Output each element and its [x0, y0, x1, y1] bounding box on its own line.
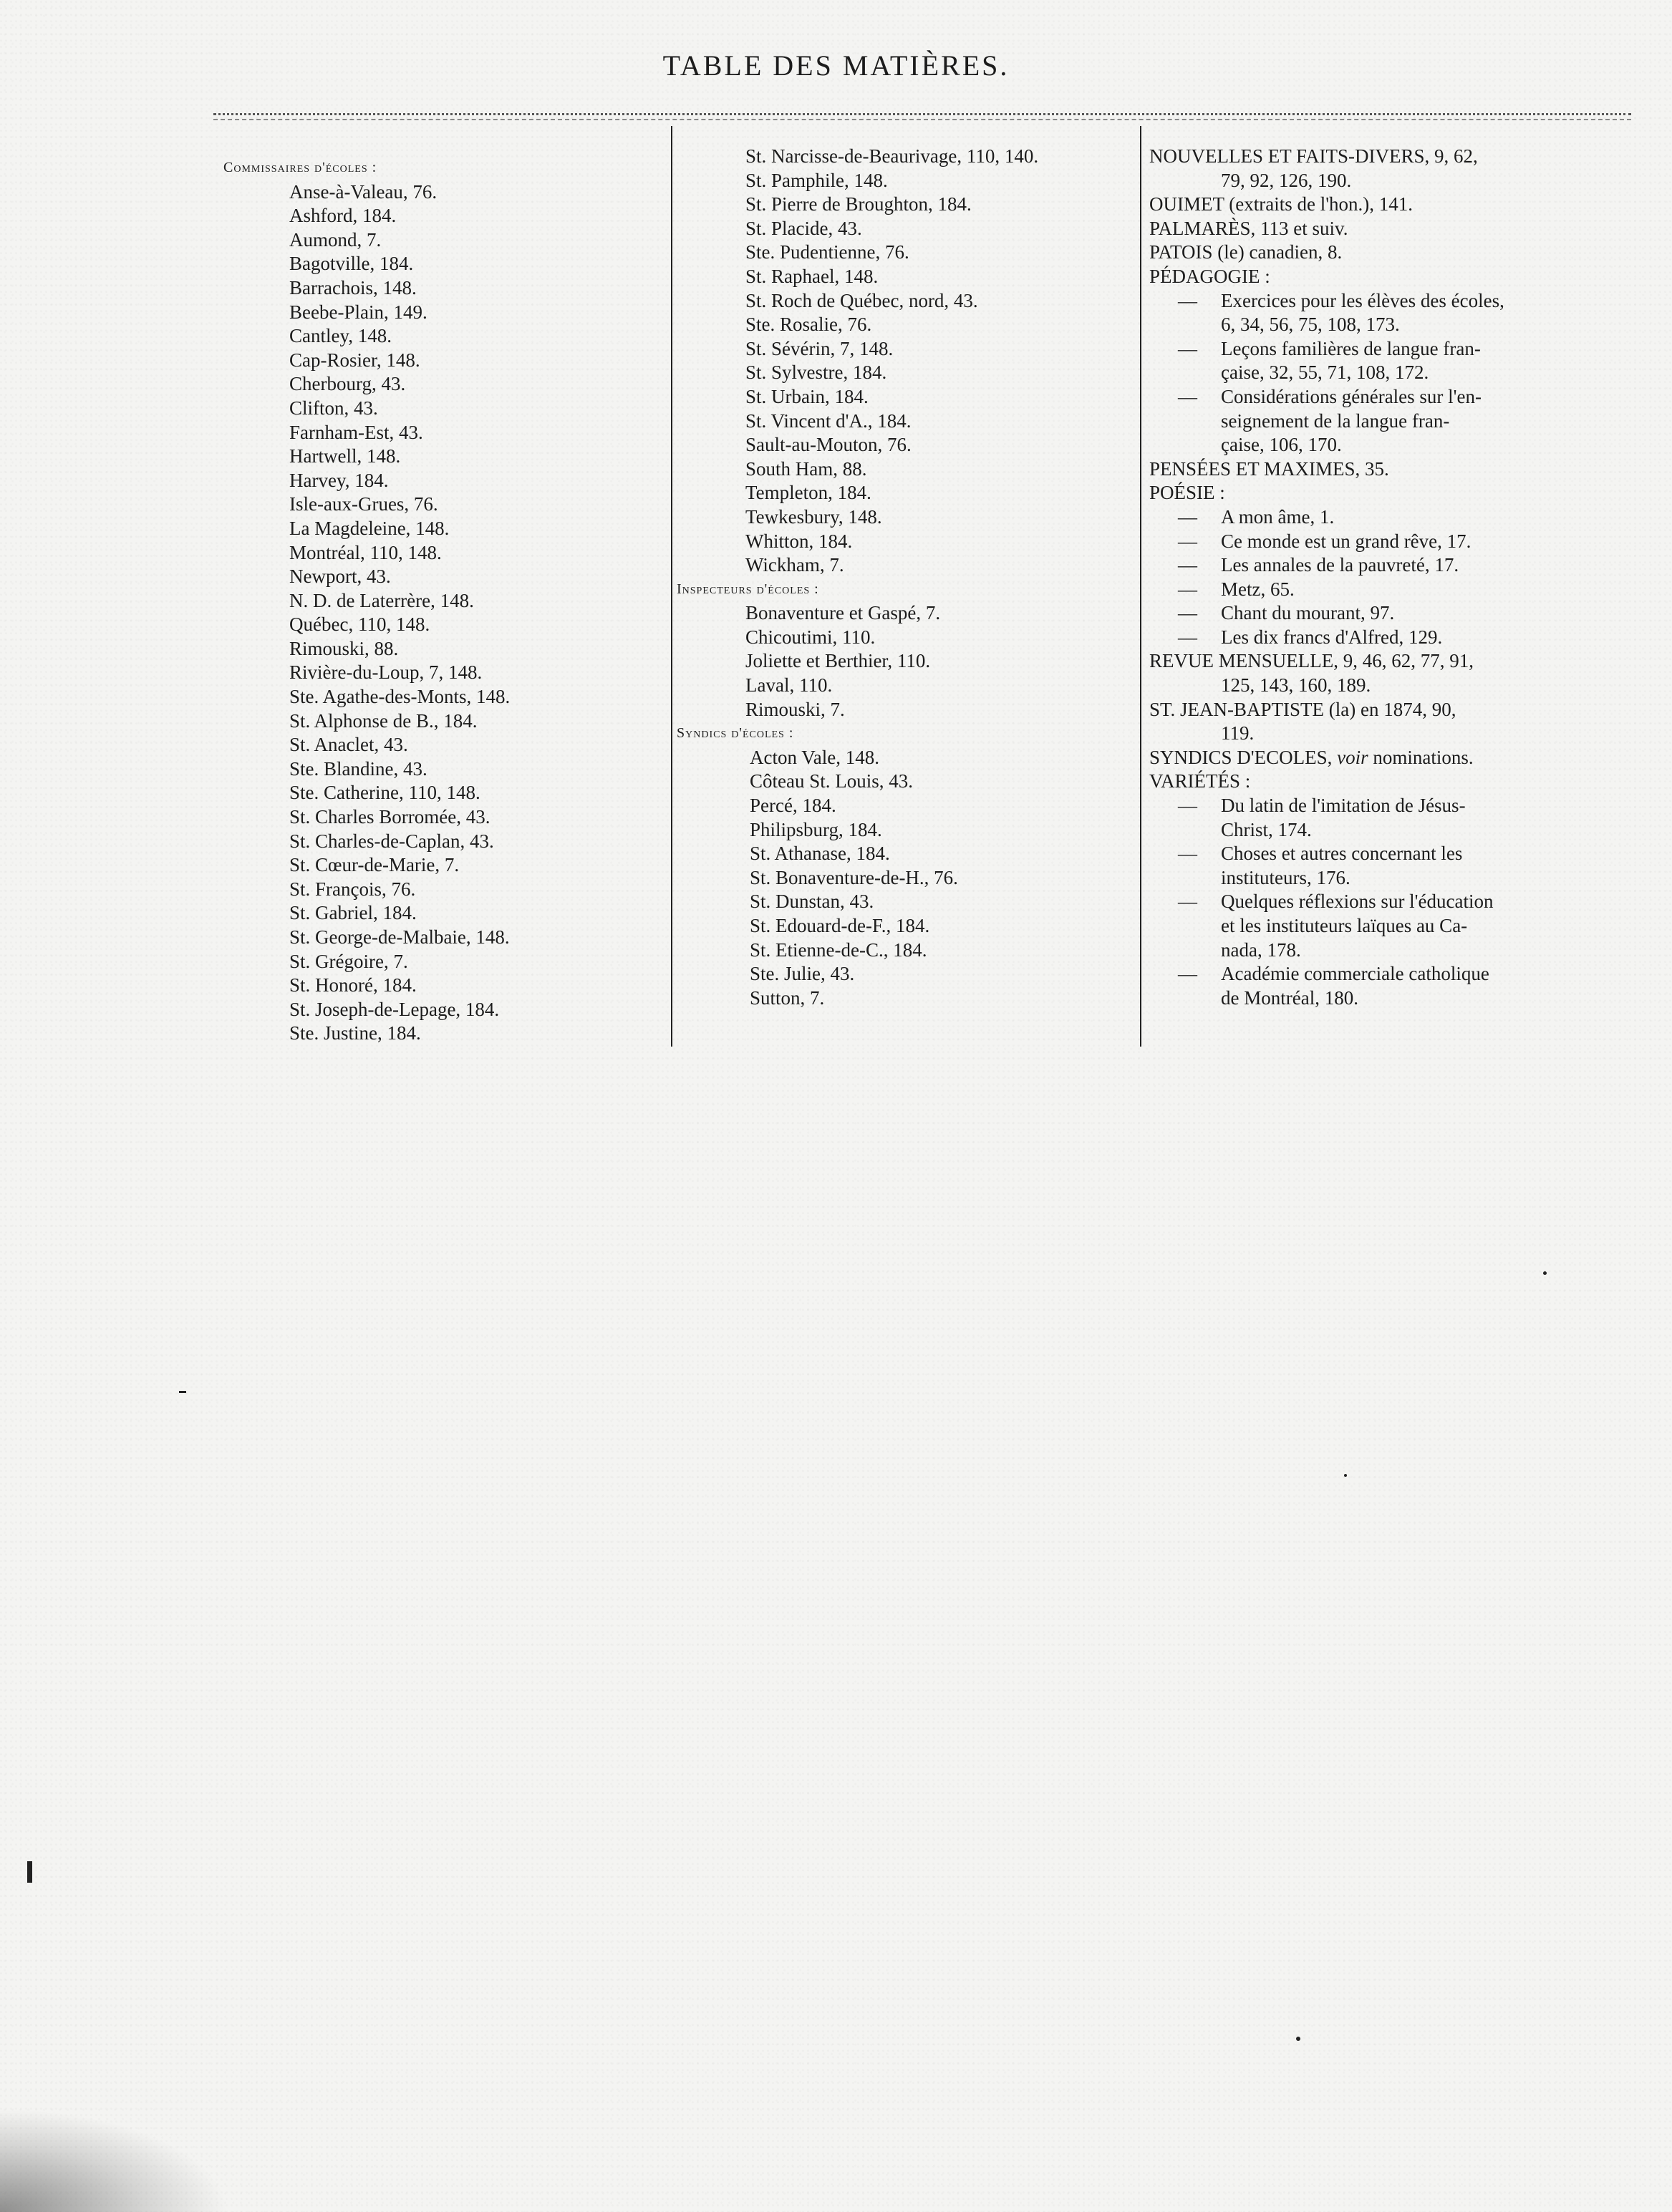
index-entry: Hartwell, 148. — [289, 445, 401, 467]
index-entry: St. François, 76. — [289, 878, 416, 900]
index-entry: OUIMET (extraits de l'hon.), 141. — [1149, 193, 1414, 215]
index-entry: PENSÉES ET MAXIMES, 35. — [1149, 457, 1389, 480]
column-divider-1 — [671, 126, 672, 1047]
index-subentry: — Du latin de l'imitation de Jésus- — [1149, 794, 1622, 818]
index-entry: VARIÉTÉS : — [1149, 770, 1251, 792]
index-entry: St. Urbain, 184. — [745, 385, 869, 407]
index-entry-continuation: 125, 143, 160, 189. — [1221, 674, 1371, 697]
dash-mark: — — [1178, 554, 1197, 576]
index-entry: St. Roch de Québec, nord, 43. — [745, 289, 978, 311]
column-divider-2 — [1140, 126, 1141, 1047]
index-entry: St. Vincent d'A., 184. — [745, 409, 912, 432]
index-entry: Laval, 110. — [745, 674, 833, 697]
index-subentry: — Leçons familières de langue fran- — [1149, 337, 1622, 362]
index-entry: Québec, 110, 148. — [289, 613, 430, 636]
index-subentry: — Les dix francs d'Alfred, 129. — [1149, 626, 1622, 650]
index-entry: Harvey, 184. — [289, 469, 389, 491]
index-entry: St. Charles-de-Caplan, 43. — [289, 830, 494, 852]
index-entry: SYNDICS D'ECOLES, voir nominations. — [1149, 746, 1474, 768]
index-entry: St. Pamphile, 148. — [745, 169, 888, 191]
scan-speck — [1344, 1474, 1347, 1477]
index-entry: Ste. Agathe-des-Monts, 148. — [289, 686, 511, 708]
index-entry: Wickham, 7. — [745, 554, 844, 576]
dash-mark: — — [1178, 505, 1197, 528]
dash-mark: — — [1178, 602, 1197, 624]
scan-speck — [1296, 2037, 1300, 2041]
entry-list — [677, 145, 1135, 578]
index-entry-continuation: seignement de la langue fran- — [1221, 409, 1450, 432]
index-entry-continuation: 119. — [1221, 722, 1255, 744]
index-entry: Rimouski, 88. — [289, 637, 399, 659]
index-entry: St. Narcisse-de-Beaurivage, 110, 140. — [745, 145, 1039, 167]
index-entry: Beebe-Plain, 149. — [289, 301, 427, 323]
index-subentry: — Ce monde est un grand rêve, 17. — [1149, 530, 1622, 554]
index-entry: St. Sylvestre, 184. — [745, 362, 887, 384]
index-entry: Aumond, 7. — [289, 228, 382, 251]
dash-mark: — — [1178, 843, 1197, 865]
index-subentry: — Exercices pour les élèves des écoles, — [1149, 289, 1622, 314]
index-entry: St. Charles Borromée, 43. — [289, 806, 491, 828]
entry-list — [677, 601, 1135, 722]
index-entry: Acton Vale, 148. — [750, 746, 879, 768]
index-entry: St. Gabriel, 184. — [289, 902, 417, 924]
index-subentry: — Les annales de la pauvreté, 17. — [1149, 553, 1622, 578]
dash-mark: — — [1178, 385, 1197, 407]
index-entry: ST. JEAN-BAPTISTE (la) en 1874, 90, — [1149, 698, 1456, 720]
dash-mark: — — [1178, 337, 1197, 359]
index-entry: Barrachois, 148. — [289, 276, 417, 299]
index-entry: Isle-aux-Grues, 76. — [289, 493, 438, 515]
index-entry: Sault-au-Mouton, 76. — [745, 434, 912, 456]
dash-mark: — — [1178, 795, 1197, 817]
index-entry-continuation: instituteurs, 176. — [1221, 866, 1350, 888]
dash-mark: — — [1178, 578, 1197, 600]
dash-mark: — — [1178, 891, 1197, 913]
index-entry: Percé, 184. — [750, 795, 836, 817]
index-entry: Templeton, 184. — [745, 482, 871, 504]
entry-list — [677, 746, 1135, 1011]
index-entry: Farnham-Est, 43. — [289, 421, 423, 443]
dash-mark: — — [1178, 289, 1197, 311]
index-entry: South Ham, 88. — [745, 457, 867, 480]
index-entry: Rimouski, 7. — [745, 698, 845, 720]
index-entry: Tewkesbury, 148. — [745, 505, 882, 528]
index-entry: St. Edouard-de-F., 184. — [750, 915, 930, 936]
index-entry: Ste. Rosalie, 76. — [745, 314, 872, 336]
index-entry-continuation: çaise, 32, 55, 71, 108, 172. — [1221, 362, 1429, 384]
index-entry: St. Honoré, 184. — [289, 974, 417, 996]
scan-speck — [179, 1391, 186, 1393]
index-entry: St. Bonaventure-de-H., 76. — [750, 866, 958, 888]
index-entry-continuation: et les instituteurs laïques au Ca- — [1221, 915, 1468, 936]
index-entry: Cap-Rosier, 148. — [289, 349, 420, 371]
index-entry: Rivière-du-Loup, 7, 148. — [289, 661, 483, 684]
index-subentry: — Choses et autres concernant les — [1149, 842, 1622, 866]
section-heading: Inspecteurs d'écoles : — [677, 581, 819, 597]
index-entry-continuation: 79, 92, 126, 190. — [1221, 169, 1352, 191]
index-entry: Philipsburg, 184. — [750, 818, 882, 840]
header-rule — [213, 113, 1631, 115]
dash-mark: — — [1178, 530, 1197, 552]
scan-speck — [27, 1861, 32, 1883]
index-entry-continuation: 6, 34, 56, 75, 108, 173. — [1221, 314, 1400, 336]
index-entry: Ste. Julie, 43. — [750, 963, 855, 985]
index-entry: St. Sévérin, 7, 148. — [745, 337, 894, 359]
index-column-1 — [223, 156, 660, 1046]
index-entry: Newport, 43. — [289, 566, 391, 588]
index-entry: N. D. de Laterrère, 148. — [289, 589, 474, 611]
index-entry: St. Placide, 43. — [745, 217, 862, 239]
index-entry: St. Joseph-de-Lepage, 184. — [289, 998, 500, 1020]
dash-mark: — — [1178, 963, 1197, 985]
index-entry: St. George-de-Malbaie, 148. — [289, 926, 510, 948]
index-entry: Ste. Catherine, 110, 148. — [289, 782, 480, 804]
index-entry: St. Athanase, 184. — [750, 843, 890, 865]
index-entry: Ste. Justine, 184. — [289, 1022, 421, 1044]
index-entry: St. Anaclet, 43. — [289, 734, 408, 756]
index-entry: Clifton, 43. — [289, 397, 378, 419]
index-entry-continuation: de Montréal, 180. — [1221, 986, 1358, 1009]
index-entry: Sutton, 7. — [750, 986, 825, 1009]
index-subentry: — A mon âme, 1. — [1149, 505, 1622, 530]
index-entry: Bonaventure et Gaspé, 7. — [745, 602, 941, 624]
index-entry: Whitton, 184. — [745, 530, 853, 552]
index-subentry: — Quelques réflexions sur l'éducation — [1149, 890, 1622, 914]
index-entry: St. Etienne-de-C., 184. — [750, 938, 927, 961]
index-entry-continuation: Christ, 174. — [1221, 818, 1312, 840]
index-entry: St. Dunstan, 43. — [750, 891, 874, 913]
index-column-2 — [677, 145, 1135, 1010]
scan-speck — [1543, 1271, 1547, 1275]
index-entry: St. Alphonse de B., 184. — [289, 709, 478, 732]
index-entry: St. Grégoire, 7. — [289, 950, 408, 972]
index-entry: St. Pierre de Broughton, 184. — [745, 193, 972, 215]
index-entry: PALMARÈS, 113 et suiv. — [1149, 217, 1348, 239]
index-entry: Ste. Blandine, 43. — [289, 757, 427, 780]
index-entry: PATOIS (le) canadien, 8. — [1149, 241, 1343, 263]
index-entry-continuation: çaise, 106, 170. — [1221, 434, 1342, 456]
index-subentry: — Académie commerciale catholique — [1149, 962, 1622, 986]
index-entry: St. Raphael, 148. — [745, 265, 879, 287]
index-entry: Côteau St. Louis, 43. — [750, 770, 913, 792]
index-entry: Ste. Pudentienne, 76. — [745, 241, 909, 263]
index-subentry: — Considérations générales sur l'en- — [1149, 385, 1622, 409]
index-entry: Cantley, 148. — [289, 325, 392, 347]
index-entry: St. Cœur-de-Marie, 7. — [289, 854, 460, 876]
index-entry: Anse-à-Valeau, 76. — [289, 180, 438, 203]
page-title: TABLE DES MATIÈRES. — [662, 49, 1010, 82]
index-entry: Cherbourg, 43. — [289, 373, 406, 395]
index-entry: La Magdeleine, 148. — [289, 517, 450, 539]
header-rule-secondary — [213, 119, 1631, 120]
index-subentry: — Metz, 65. — [1149, 578, 1622, 602]
index-entry: REVUE MENSUELLE, 9, 46, 62, 77, 91, — [1149, 650, 1474, 672]
scan-smudge — [0, 2108, 229, 2212]
index-entry: NOUVELLES ET FAITS-DIVERS, 9, 62, — [1149, 145, 1478, 167]
index-column-3 — [1149, 145, 1622, 1010]
index-entry: Montréal, 110, 148. — [289, 541, 442, 563]
entry-list — [223, 180, 660, 1046]
index-entry: Ashford, 184. — [289, 205, 397, 227]
index-entry: Chicoutimi, 110. — [745, 626, 876, 648]
index-entry: PÉDAGOGIE : — [1149, 265, 1270, 287]
section-heading: Syndics d'écoles : — [677, 725, 794, 742]
index-entry: POÉSIE : — [1149, 482, 1225, 504]
index-entry-continuation: nada, 178. — [1221, 938, 1301, 961]
dash-mark: — — [1178, 626, 1197, 648]
index-subentry: — Chant du mourant, 97. — [1149, 601, 1622, 626]
section-heading: Commissaires d'écoles : — [223, 160, 377, 175]
index-entry: Bagotville, 184. — [289, 253, 414, 275]
index-entry: Joliette et Berthier, 110. — [745, 650, 931, 672]
